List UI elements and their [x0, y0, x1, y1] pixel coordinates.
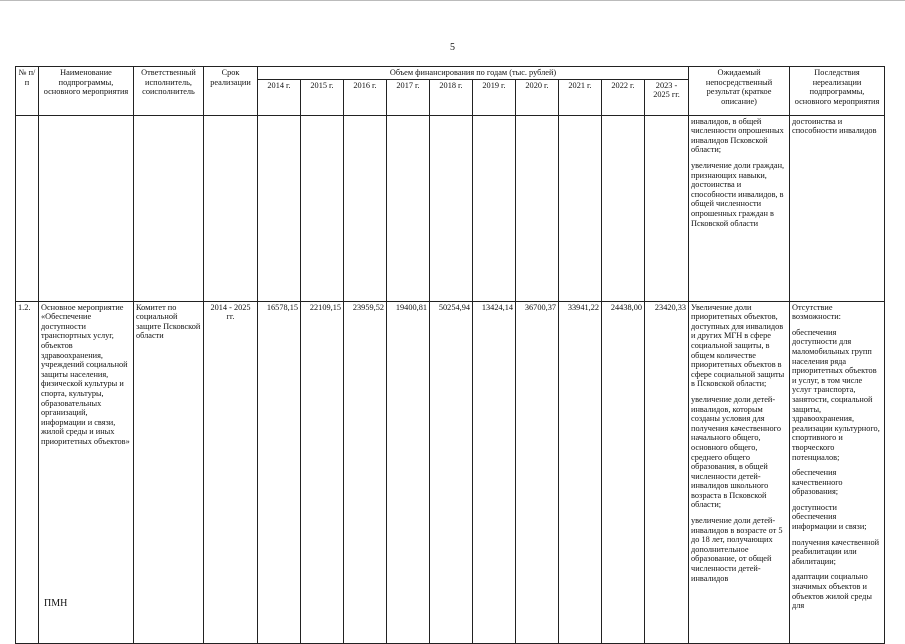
header-year: 2022 г.: [602, 79, 645, 115]
cell-consequences: [790, 115, 885, 301]
header-year: 2019 г.: [473, 79, 516, 115]
cell-funding-value: 50254,94: [430, 301, 473, 643]
consequence-paragraph: доступности обеспечения информации и связи;: [792, 502, 867, 532]
header-expected-result: Ожидаемый непосредственный результат (краткое описание): [689, 67, 790, 116]
cell-empty: [134, 115, 204, 301]
table-row-continuation: [16, 115, 885, 301]
header-funding: Объем финансирования по годам (тыс. рублей): [258, 67, 689, 80]
cell-funding-value: 23420,33: [645, 301, 689, 643]
header-year: 2015 г.: [301, 79, 344, 115]
consequence-paragraph: получения качественной реабилитации или абилитации;: [792, 537, 880, 566]
header-consequences: Последствия нереализации подпрограммы, основного мероприятия: [790, 67, 885, 116]
expected-result-paragraph: Увеличение доли приоритетных объектов, доступных для инвалидов и других МГН в сфере социальной защиты, в общем количестве приоритетных объектов в сфере социальной защиты в Псковской области;: [691, 302, 785, 389]
cell-activity-name: Основное мероприятие «Обеспечение доступности транспортных услуг, объектов здравоохранения, учреждений социальной защиты населения, физической культуры и спорта, культуры, образовательных организаций, информации и связи, жилой среды и иных приоритетных объектов»: [39, 301, 134, 643]
cell-funding-value: 19400,81: [387, 301, 430, 643]
cell-empty: [473, 115, 516, 301]
header-year: 2014 г.: [258, 79, 301, 115]
header-year: 2020 г.: [516, 79, 559, 115]
cell-funding-value: 22109,15: [301, 301, 344, 643]
expected-result-paragraph: увеличение доли детей-инвалидов, которым созданы условия для получения качественного начального общего, основного общего, среднего общего образования, в общей численности детей-инвалидов школьного возраста в Псковской области;: [691, 394, 781, 510]
top-border-line: [0, 0, 905, 1]
header-year: 2018 г.: [430, 79, 473, 115]
header-term: Срок реализации: [204, 67, 258, 116]
cell-funding-value: 23959,52: [344, 301, 387, 643]
consequence-paragraph: Отсутствие возможности:: [792, 302, 841, 322]
expected-result-paragraph: увеличение доли граждан, признающих навыки, достоинства и способности инвалидов, в общей численности опрошенных граждан в Псковской области: [691, 160, 785, 228]
cell-funding-value: 36700,37: [516, 301, 559, 643]
header-executor: Ответственный исполнитель, соисполнитель: [134, 67, 204, 116]
cell-empty: [39, 115, 134, 301]
cell-funding-value: 13424,14: [473, 301, 516, 643]
cell-term: 2014 - 2025 гг.: [204, 301, 258, 643]
cell-empty: [516, 115, 559, 301]
cell-executor: Комитет по социальной защите Псковской области: [134, 301, 204, 643]
financing-table: [15, 66, 885, 644]
cell-empty: [204, 115, 258, 301]
cell-empty: [258, 115, 301, 301]
consequence-paragraph: адаптации социально значимых объектов и объектов жилой среды для: [792, 572, 872, 611]
header-year: 2021 г.: [559, 79, 602, 115]
cell-funding-value: 16578,15: [258, 301, 301, 643]
expected-result-paragraph: увеличение доли детей-инвалидов в возрасте от 5 до 18 лет, получающих дополнительное образование, от общей численности детей-инвалидов: [691, 516, 783, 583]
consequence-paragraph: обеспечения доступности для маломобильных групп населения ряда приоритетных объектов и услуг, в том числе услуг транспорта, занятости, социальной защиты, здравоохранения, реализации культурного, спортивного и творческого потенциалов;: [792, 327, 880, 462]
header-name: Наименование подпрограммы, основного мероприятия: [39, 67, 134, 116]
table-row-1-2: [16, 301, 885, 643]
header-year: 2016 г.: [344, 79, 387, 115]
cell-empty: [301, 115, 344, 301]
cell-empty: [387, 115, 430, 301]
expected-result-paragraph: инвалидов, в общей численности опрошенных инвалидов Псковской области;: [691, 116, 784, 155]
header-number: № п/п: [16, 67, 39, 116]
cell-empty: [645, 115, 689, 301]
cell-empty: [344, 115, 387, 301]
cell-expected-result: [689, 301, 790, 643]
cell-empty: [16, 115, 39, 301]
cell-consequences: [790, 301, 885, 643]
consequence-paragraph: обеспечения качественного образования;: [792, 468, 843, 497]
cell-row-number: 1.2.: [16, 301, 39, 643]
header-year: 2017 г.: [387, 79, 430, 115]
consequence-paragraph: достоинства и способности инвалидов: [792, 116, 877, 136]
page-number: 5: [450, 42, 455, 53]
cell-empty: [602, 115, 645, 301]
header-year: 2023 - 2025 гг.: [645, 79, 689, 115]
cell-expected-result: [689, 115, 790, 301]
cell-empty: [559, 115, 602, 301]
cell-funding-value: 24438,00: [602, 301, 645, 643]
footer-code: ПМН: [44, 598, 68, 609]
cell-empty: [430, 115, 473, 301]
cell-funding-value: 33941,22: [559, 301, 602, 643]
